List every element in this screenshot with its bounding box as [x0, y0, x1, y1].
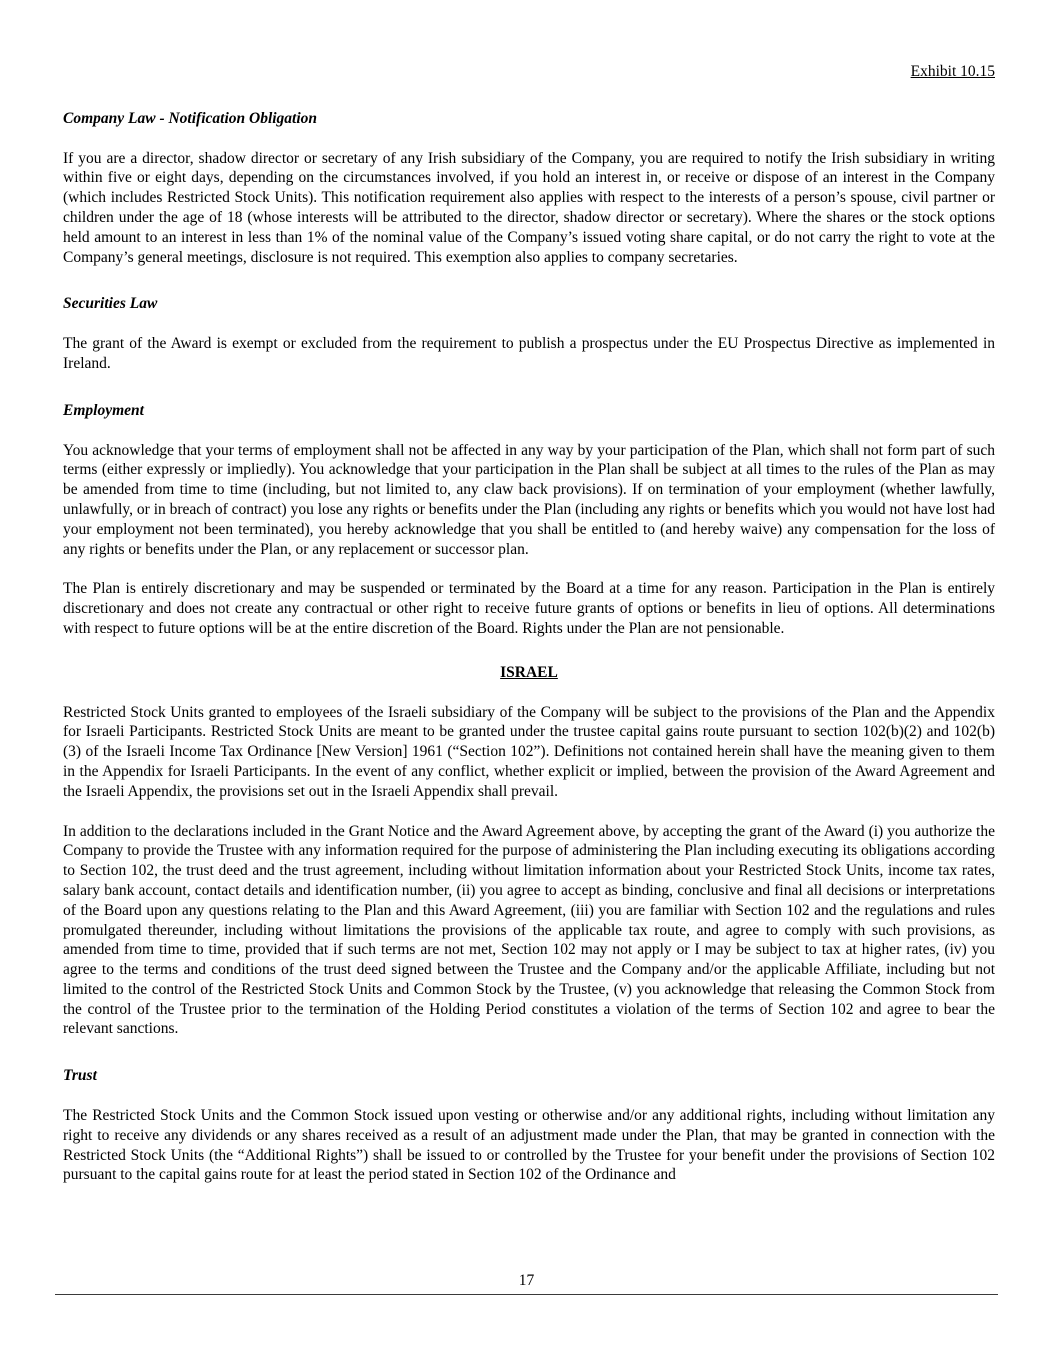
section-heading-company-law: Company Law - Notification Obligation	[63, 109, 318, 127]
page-number: 17	[518, 1272, 535, 1290]
page-footer	[55, 1271, 998, 1295]
paragraph-employment-1: You acknowledge that your terms of employment shall not be affected in any way by your participation of the Plan, which shall not form part of such terms (either expressly or impliedly). You acknowledge that your participation in the Plan shall be subject at all times to the rules of the Plan as may be amended from time to time (including, but not limited to, any claw back provisions). If on termination of your employment (whether lawfully, unlawfully, or in breach of contract) you lose any rights or benefits under the Plan (including any rights or benefits which you would not have lost had your employment not been terminated), you hereby acknowledge that you shall be entitled to (and hereby waive) any compensation for the loss of any rights or benefits under the Plan, or any replacement or successor plan.	[63, 441, 995, 558]
exhibit-label: Exhibit 10.15	[910, 63, 995, 80]
exhibit-label-line	[63, 62, 995, 82]
section-heading-israel	[63, 663, 995, 683]
footer-rule	[55, 1294, 998, 1295]
paragraph-israel-2: In addition to the declarations included in the Grant Notice and the Award Agreement above, by accepting the grant of the Award (i) you authorize the Company to provide the Trustee with any information required for the purpose of administering the Plan including executing its obligations according to Section 102, the trust deed and the trust agreement, including without limitation information about your Restricted Stock Units, income tax rates, salary bank account, contact details and identification number, (ii) you agree to accept as binding, conclusive and final all decisions or interpretations of the Board upon any questions relating to the Plan and this Award Agreement, (iii) you are familiar with Section 102 and the regulations and rules promulgated thereunder, including without limitations the provisions of the applicable tax route, and agree to comply with such provisions, as amended from time to time, provided that if such terms are not met, Section 102 may not apply or I may be subject to tax at higher rates, (iv) you agree to the terms and conditions of the trust deed signed between the Trustee and the Company and/or the applicable Affiliate, including but not limited to the control of the Restricted Stock Units and Common Stock by the Trustee, (v) you acknowledge that releasing the Common Stock from the control of the Trustee prior to the termination of the Holding Period constitutes a violation of the terms of Section 102 and agree to bear the relevant sanctions.	[63, 822, 995, 1038]
paragraph-employment-2: The Plan is entirely discretionary and may be suspended or terminated by the Board at a time for any reason. Participation in the Plan is entirely discretionary and does not create any contractual or other right to receive future grants of options or benefits in lieu of options. All determinations with respect to future options will be at the entire discretion of the Board. Rights under the Plan are not pensionable.	[63, 580, 995, 637]
section-heading-trust: Trust	[63, 1067, 97, 1085]
paragraph-securities-law-1: The grant of the Award is exempt or excluded from the requirement to publish a prospectus under the EU Prospectus Directive as implemented in Ireland.	[63, 335, 995, 372]
paragraph-israel-1: Restricted Stock Units granted to employees of the Israeli subsidiary of the Company will be subject to the provisions of the Plan and the Appendix for Israeli Participants. Restricted Stock Units are meant to be granted under the trustee capital gains route pursuant to section 102(b)(2) and 102(b)(3) of the Israeli Income Tax Ordinance [New Version] 1961 (“Section 102”). Definitions not contained herein shall have the meaning given to them in the Appendix for Israeli Participants. In the event of any conflict, whether explicit or implied, between the provision of the Award Agreement and the Israeli Appendix, the provisions set out in the Israeli Appendix shall prevail.	[63, 703, 995, 800]
section-heading-securities-law: Securities Law	[63, 295, 158, 313]
section-heading-employment: Employment	[63, 401, 144, 419]
section-heading-israel-text: ISRAEL	[500, 663, 558, 681]
paragraph-company-law-1: If you are a director, shadow director or secretary of any Irish subsidiary of the Company, you are required to notify the Irish subsidiary in writing within five or eight days, depending on the circumstances involved, if you hold an interest in, or receive or dispose of an interest in the Company (which includes Restricted Stock Units). This notification requirement also applies with respect to the interests of a person’s spouse, civil partner or children under the age of 18 (whose interests will be attributed to the director, shadow director or secretary). Where the shares or the stock options held amount to an interest in less than 1% of the nominal value of the Company’s issued voting share capital, or do not carry the right to vote at the Company’s general meetings, disclosure is not required. This exemption also applies to company secretaries.	[63, 149, 995, 266]
paragraph-trust-1: The Restricted Stock Units and the Common Stock issued upon vesting or otherwise and/or any additional rights, including without limitation any right to receive any dividends or any shares received as a result of an adjustment made under the Plan, that may be granted in connection with the Restricted Stock Units (the “Additional Rights”) shall be issued to or controlled by the Trustee for your benefit under the provisions of Section 102 pursuant to the capital gains route for at least the period stated in Section 102 of the Ordinance and	[63, 1107, 995, 1184]
